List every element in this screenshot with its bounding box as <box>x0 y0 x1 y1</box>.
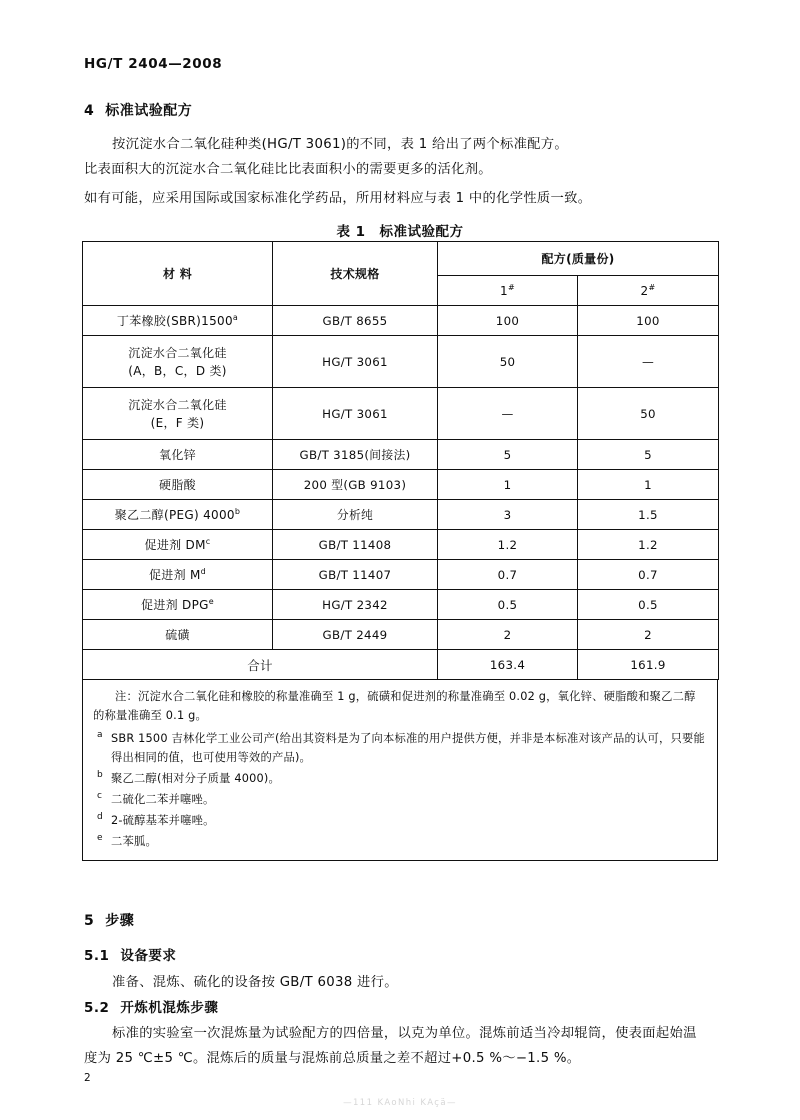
table-row <box>83 530 719 560</box>
cell-spec: GB/T 11408 <box>273 530 438 560</box>
table-note: 注：沉淀水合二氧化硅和橡胶的称量准确至 1 g，硫磺和促进剂的称量准确至 0.02 g，氧化锌、硬脂酸和聚乙二醇的称量准确至 0.1 g。 <box>93 690 696 722</box>
clause-5-1-title: 设备要求 <box>120 948 177 964</box>
clause-4-heading <box>84 100 192 120</box>
clause-5-1-number: 5.1 <box>84 948 110 964</box>
table-header-row-1 <box>83 242 719 276</box>
cell-material: 沉淀水合二氧化硅 (E，F 类) <box>83 388 273 440</box>
clause-5-2-heading <box>84 996 218 1016</box>
cell-spec: GB/T 3185(间接法) <box>273 440 438 470</box>
table-row <box>83 590 719 620</box>
cell-formula-1: 1 <box>438 470 578 500</box>
cell-formula-2: 1.2 <box>578 530 719 560</box>
cell-material: 硫磺 <box>83 620 273 650</box>
clause-4-number: 4 <box>84 103 95 119</box>
cell-total-formula-2: 161.9 <box>578 650 719 680</box>
table-row <box>83 306 719 336</box>
table-row <box>83 470 719 500</box>
cell-formula-2: 5 <box>578 440 719 470</box>
cell-formula-1: 5 <box>438 440 578 470</box>
cell-spec: 200 型(GB 9103) <box>273 470 438 500</box>
clause-5-number: 5 <box>84 913 95 929</box>
footnote-text-d: 2-硫醇基苯并噻唑。 <box>111 814 215 827</box>
clause-4-paragraph-1: 按沉淀水合二氧化硅种类(HG/T 3061)的不同，表 1 给出了两个标准配方。 <box>112 137 568 152</box>
clause-5-2-title: 开炼机混炼步骤 <box>120 1000 219 1016</box>
cell-spec: GB/T 2449 <box>273 620 438 650</box>
footnote-marker-b: b <box>97 770 103 780</box>
cell-spec: GB/T 11407 <box>273 560 438 590</box>
clause-5-1-body: 准备、混炼、硫化的设备按 GB/T 6038 进行。 <box>112 975 398 990</box>
cell-material: 促进剂 $M^d$ <box>83 560 273 590</box>
table-row <box>83 500 719 530</box>
table-1-standard-test-formula <box>82 241 719 680</box>
cell-formula-1: 50 <box>438 336 578 388</box>
cell-formula-2: 1.5 <box>578 500 719 530</box>
column-header-formula-group: 配方(质量份) <box>438 242 719 276</box>
cell-formula-2: 1 <box>578 470 719 500</box>
cell-formula-2: 100 <box>578 306 719 336</box>
footnote-marker-c: c <box>97 791 103 801</box>
cell-formula-1: 3 <box>438 500 578 530</box>
table-footnote-d <box>93 811 707 830</box>
clause-5-heading <box>84 910 134 930</box>
table-row <box>83 560 719 590</box>
table-row <box>83 336 719 388</box>
column-header-material: 材 料 <box>83 242 273 306</box>
cell-material: 丁苯橡胶(SBR)1500$^a$ <box>83 306 273 336</box>
clause-4-paragraph-3: 如有可能，应采用国际或国家标准化学药品，所用材料应与表 1 中的化学性质一致。 <box>84 191 592 206</box>
cell-formula-1: 2 <box>438 620 578 650</box>
cell-material: 氧化锌 <box>83 440 273 470</box>
table-footnote-a <box>93 729 707 767</box>
table-1-notes-block <box>82 680 718 861</box>
clause-5-2-body-line-1: 标准的实验室一次混炼量为试验配方的四倍量，以克为单位。混炼前适当冷却辊筒，使表面起始温 <box>112 1026 697 1041</box>
cell-spec: HG/T 3061 <box>273 336 438 388</box>
footnote-marker-e: e <box>97 833 103 843</box>
cell-formula-1: 0.7 <box>438 560 578 590</box>
table-row <box>83 620 719 650</box>
column-header-formula-1: 1# <box>438 276 578 306</box>
footnote-text-a: SBR 1500 吉林化学工业公司产(给出其资料是为了向本标准的用户提供方便，并非是本标准对该产品的认可，只要能得出相同的值，也可使用等效的产品)。 <box>111 732 705 764</box>
page-number: 2 <box>84 1072 91 1084</box>
clause-4-paragraph-2: 比表面积大的沉淀水合二氧化硅比比表面积小的需要更多的活化剂。 <box>84 162 492 177</box>
cell-formula-1: 100 <box>438 306 578 336</box>
cell-formula-1: 0.5 <box>438 590 578 620</box>
table-footnote-c <box>93 790 707 809</box>
footnote-text-e: 二苯胍。 <box>111 835 157 848</box>
cell-total-formula-1: 163.4 <box>438 650 578 680</box>
cell-formula-2: 0.5 <box>578 590 719 620</box>
table-1-caption-label: 表 1 <box>336 224 366 240</box>
cell-formula-2: 0.7 <box>578 560 719 590</box>
footnote-text-c: 二硫化二苯并噻唑。 <box>111 793 215 806</box>
cell-material: 促进剂 $DM^c$ <box>83 530 273 560</box>
cell-formula-2: 50 <box>578 388 719 440</box>
footnote-marker-d: d <box>97 812 103 822</box>
table-footnote-b <box>93 769 707 788</box>
clause-5-2-number: 5.2 <box>84 1000 110 1016</box>
cell-formula-1: 1.2 <box>438 530 578 560</box>
cell-material: 聚乙二醇(PEG) 4000$^b$ <box>83 500 273 530</box>
cell-material: 促进剂 DPG$^e$ <box>83 590 273 620</box>
table-row <box>83 440 719 470</box>
cell-formula-1: — <box>438 388 578 440</box>
table-total-row <box>83 650 719 680</box>
cell-total-label: 合计 <box>83 650 438 680</box>
table-1-wrapper <box>82 241 718 861</box>
clause-5-2-body-line-2: 度为 25 ℃±5 ℃。混炼后的质量与混炼前总质量之差不超过+0.5 %～−1.5 %。 <box>84 1051 581 1066</box>
clause-5-1-heading <box>84 944 176 964</box>
cell-material: 沉淀水合二氧化硅 (A，B，C，D 类) <box>83 336 273 388</box>
column-header-formula-2: 2# <box>578 276 719 306</box>
table-row <box>83 388 719 440</box>
cell-material: 硬脂酸 <box>83 470 273 500</box>
cell-spec: HG/T 2342 <box>273 590 438 620</box>
footnote-text-b: 聚乙二醇(相对分子质量 4000)。 <box>111 772 281 785</box>
clause-5-title: 步骤 <box>105 913 135 929</box>
cell-formula-2: — <box>578 336 719 388</box>
cell-spec: GB/T 8655 <box>273 306 438 336</box>
clause-4-title: 标准试验配方 <box>105 103 193 119</box>
table-1-caption-title: 标准试验配方 <box>379 224 464 240</box>
table-body <box>83 306 719 680</box>
cell-spec: 分析纯 <box>273 500 438 530</box>
page-watermark: —111 KAoNhi KAçä— <box>343 1098 457 1108</box>
table-footnote-e <box>93 832 707 851</box>
cell-spec: HG/T 3061 <box>273 388 438 440</box>
cell-formula-2: 2 <box>578 620 719 650</box>
column-header-spec: 技术规格 <box>273 242 438 306</box>
table-1-caption <box>0 220 800 240</box>
running-header-standard-number: HG/T 2404—2008 <box>84 56 223 72</box>
table-header <box>83 242 719 306</box>
footnote-marker-a: a <box>97 730 103 740</box>
